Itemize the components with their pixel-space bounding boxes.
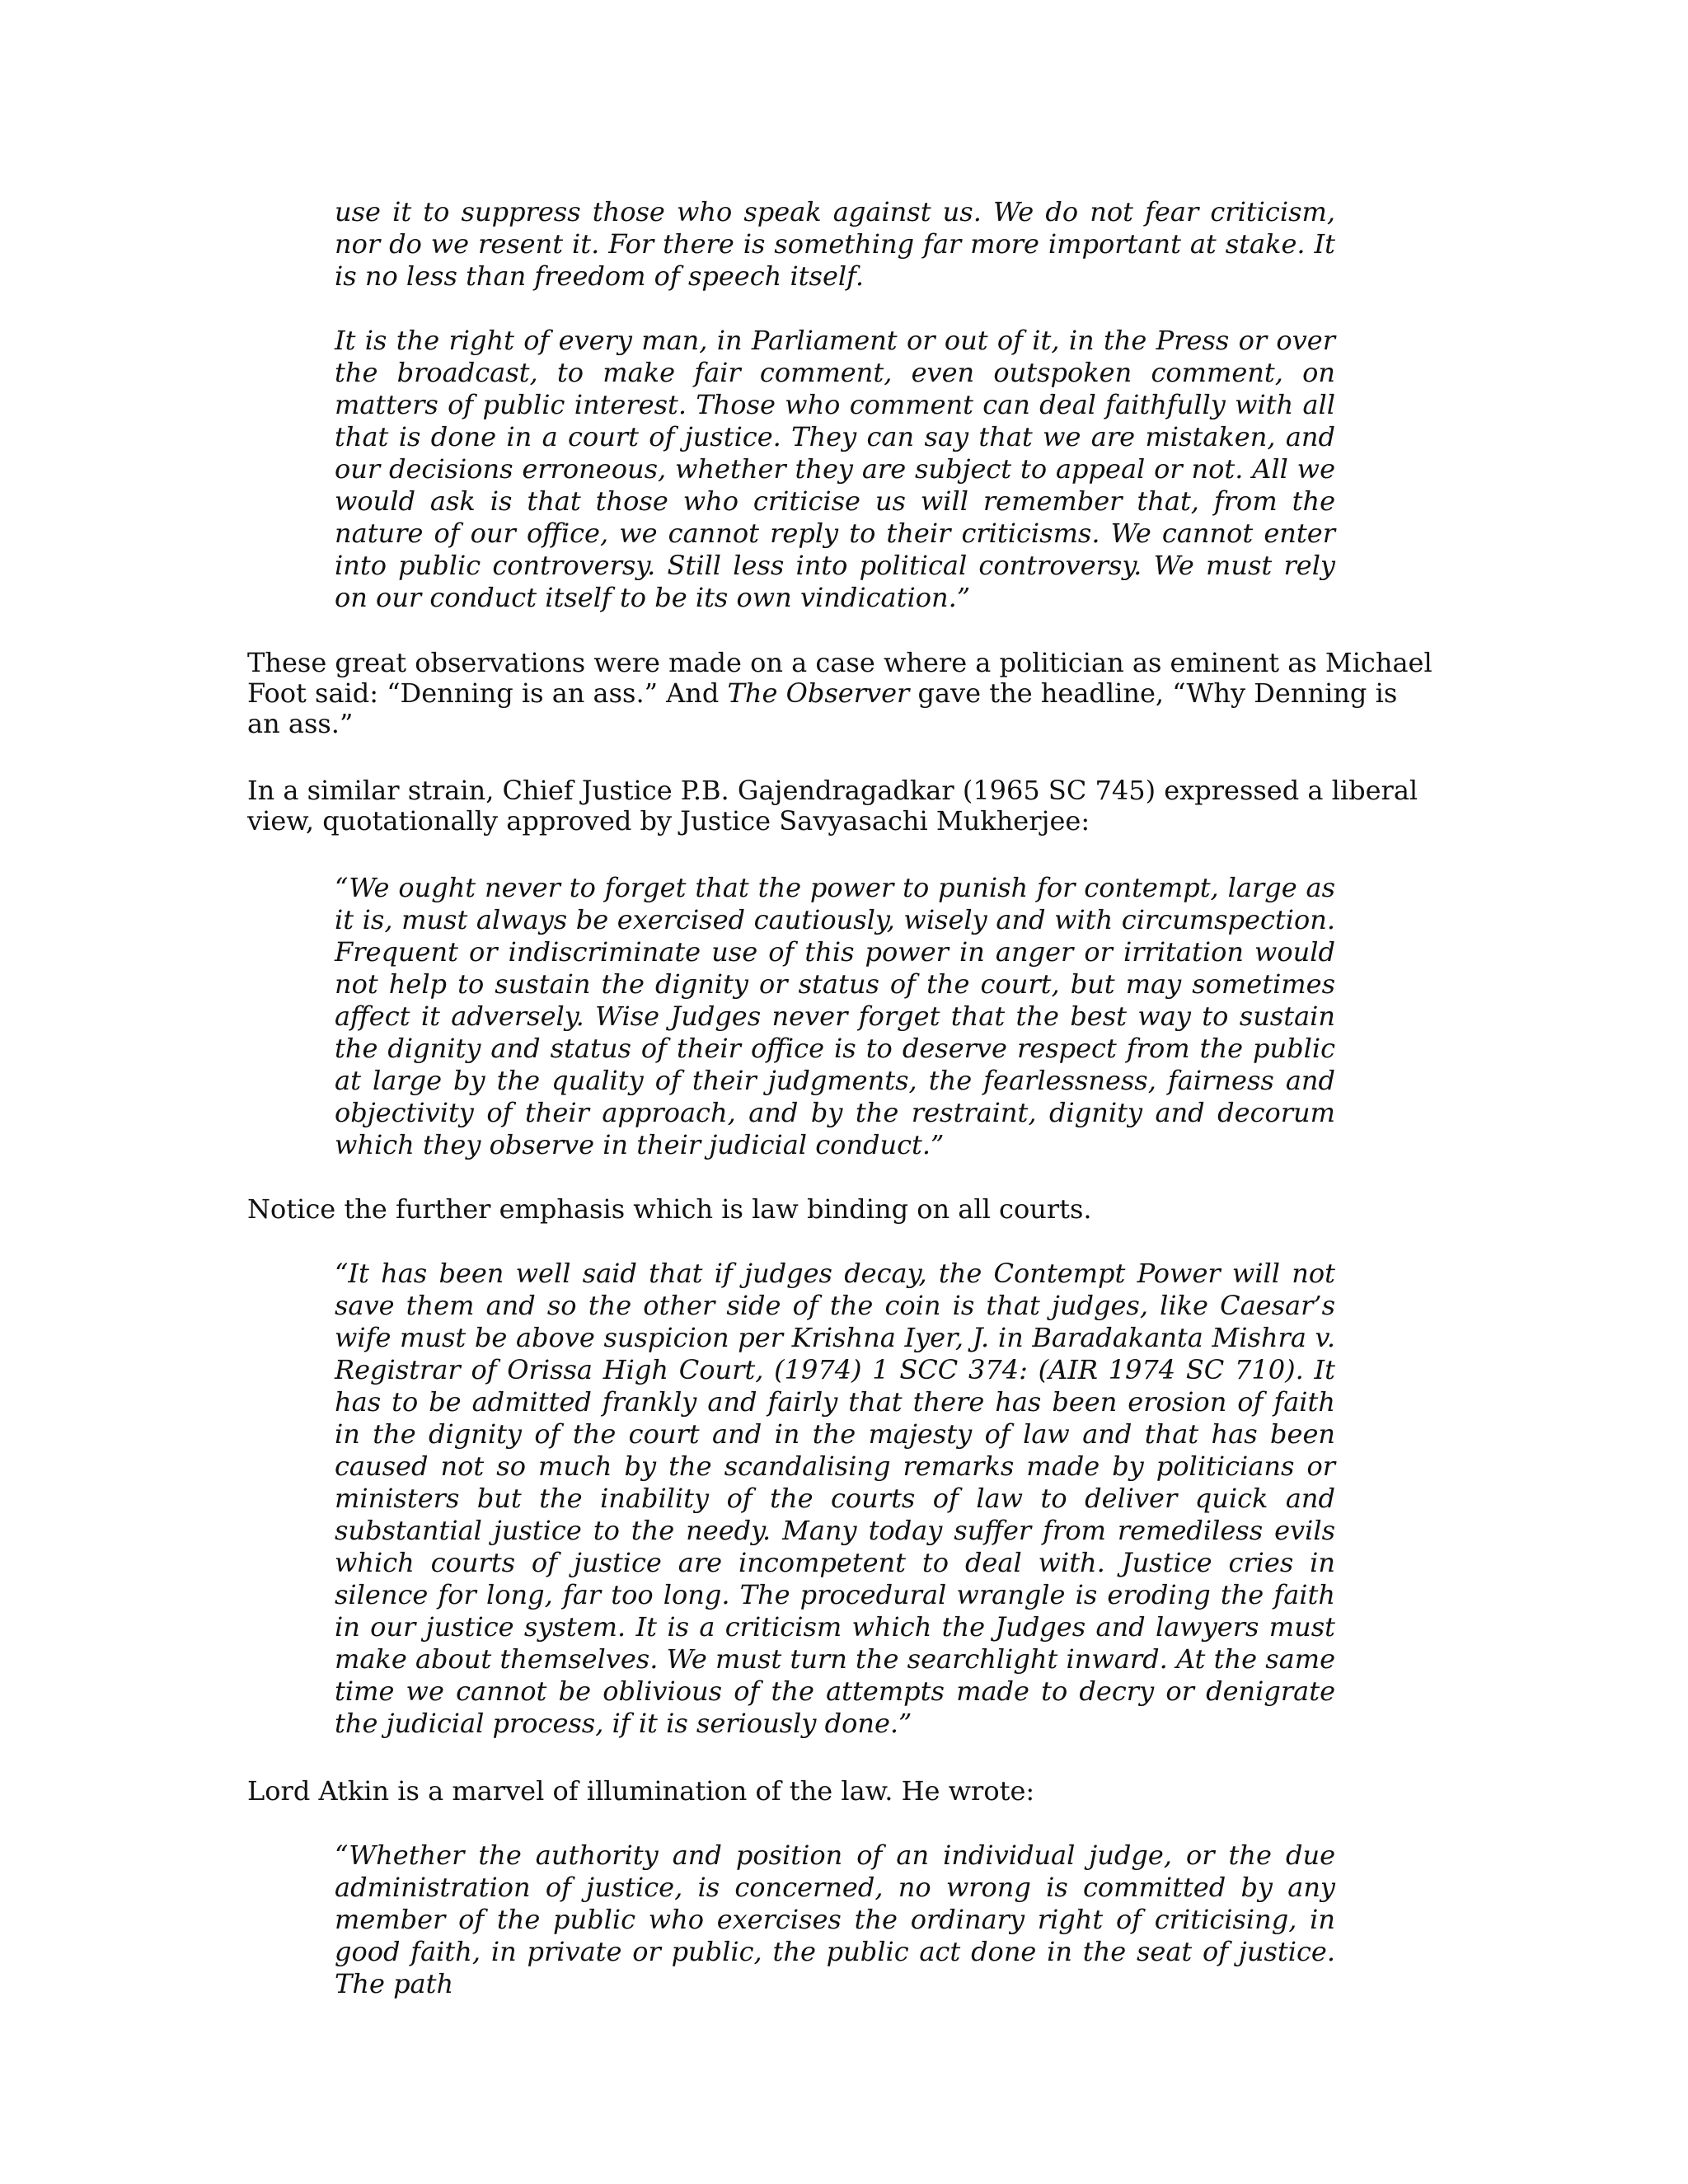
block-quote-contempt-power: “We ought never to forget that the power to punish for contempt, large as it is, must always be exercised cautiously, wisely and with circumspection. Frequent or indiscriminate use of this power in anger or irritation would not help to sustain the dignity or status of the court, but may sometimes affect it adversely. Wise Judges never forget that the best way to sustain the dignity and status of their office is to deserve respect from the public at large by the quality of their judgments, the fearlessness, fairness and objectivity of their approach, and by the restraint, dignity and decorum which they observe in their judicial conduct.” — [335, 872, 1335, 1160]
publication-title: The Observer — [727, 677, 910, 709]
block-quote-right-to-fair-comment: It is the right of every man, in Parliament or out of it, in the Press or over the broadcast, to make fair comment, even outspoken comment, on matters of public interest. Those who comment can deal faithfully with all that is done in a court of justice. They can say that we are mistaken, and our decisions erroneous, whether they are subject to appeal or not. All we would ask is that those who criticise us will remember that, from the nature of our office, we cannot reply to their criticisms. We cannot enter into public controversy. Still less into political controversy. We must rely on our conduct itself to be its own vindication.” — [335, 325, 1335, 613]
paragraph-text: gave the headline, “Why Denning is an ass.” — [247, 677, 1398, 739]
block-quote-lord-atkin: “Whether the authority and position of an individual judge, or the due administration of justice, is concerned, no wrong is committed by any member of the public who exercises the ordinary right of criticising, in good faith, in private or public, the public act done in the seat of justice. The path — [335, 1840, 1335, 1999]
block-quote-judges-decay: “It has been well said that if judges decay, the Contempt Power will not save them and so the other side of the coin is that judges, like Caesar’s wife must be above suspicion per Krishna Iyer, J. in Baradakanta Mishra v. Registrar of Orissa High Court, (1974) 1 SCC 374: (AIR 1974 SC 710). It has to be admitted frankly and fairly that there has been erosion of faith in the dignity of the court and in the majesty of law and that has been caused not so much by the scandalising remarks made by politicians or ministers but the inability of the courts of law to deliver quick and substantial justice to the needy. Many today suffer from remediless evils which courts of justice are incompetent to deal with. Justice cries in silence for long, far too long. The procedural wrangle is eroding the faith in our justice system. It is a criticism which the Judges and lawyers must make about themselves. We must turn the searchlight inward. At the same time we cannot be oblivious of the attempts made to decry or denigrate the judicial process, if it is seriously done.” — [335, 1258, 1335, 1739]
paragraph-text: These great observations were made on a case where a politician as eminent as Michael Foot said: “Denning is an ass.” And — [247, 647, 1432, 709]
paragraph-denning-observations — [247, 648, 1434, 739]
paragraph-lord-atkin: Lord Atkin is a marvel of illumination of the law. He wrote: — [247, 1775, 1035, 1807]
paragraph-further-emphasis: Notice the further emphasis which is law binding on all courts. — [247, 1193, 1092, 1225]
paragraph-gajendragadkar: In a similar strain, Chief Justice P.B. Gajendragadkar (1965 SC 745) expressed a liberal view, quotationally approved by Justice Savyasachi Mukherjee: — [247, 775, 1418, 837]
block-quote-freedom-of-speech: use it to suppress those who speak against us. We do not fear criticism, nor do we resent it. For there is something far more important at stake. It is no less than freedom of speech itself. — [335, 196, 1335, 292]
